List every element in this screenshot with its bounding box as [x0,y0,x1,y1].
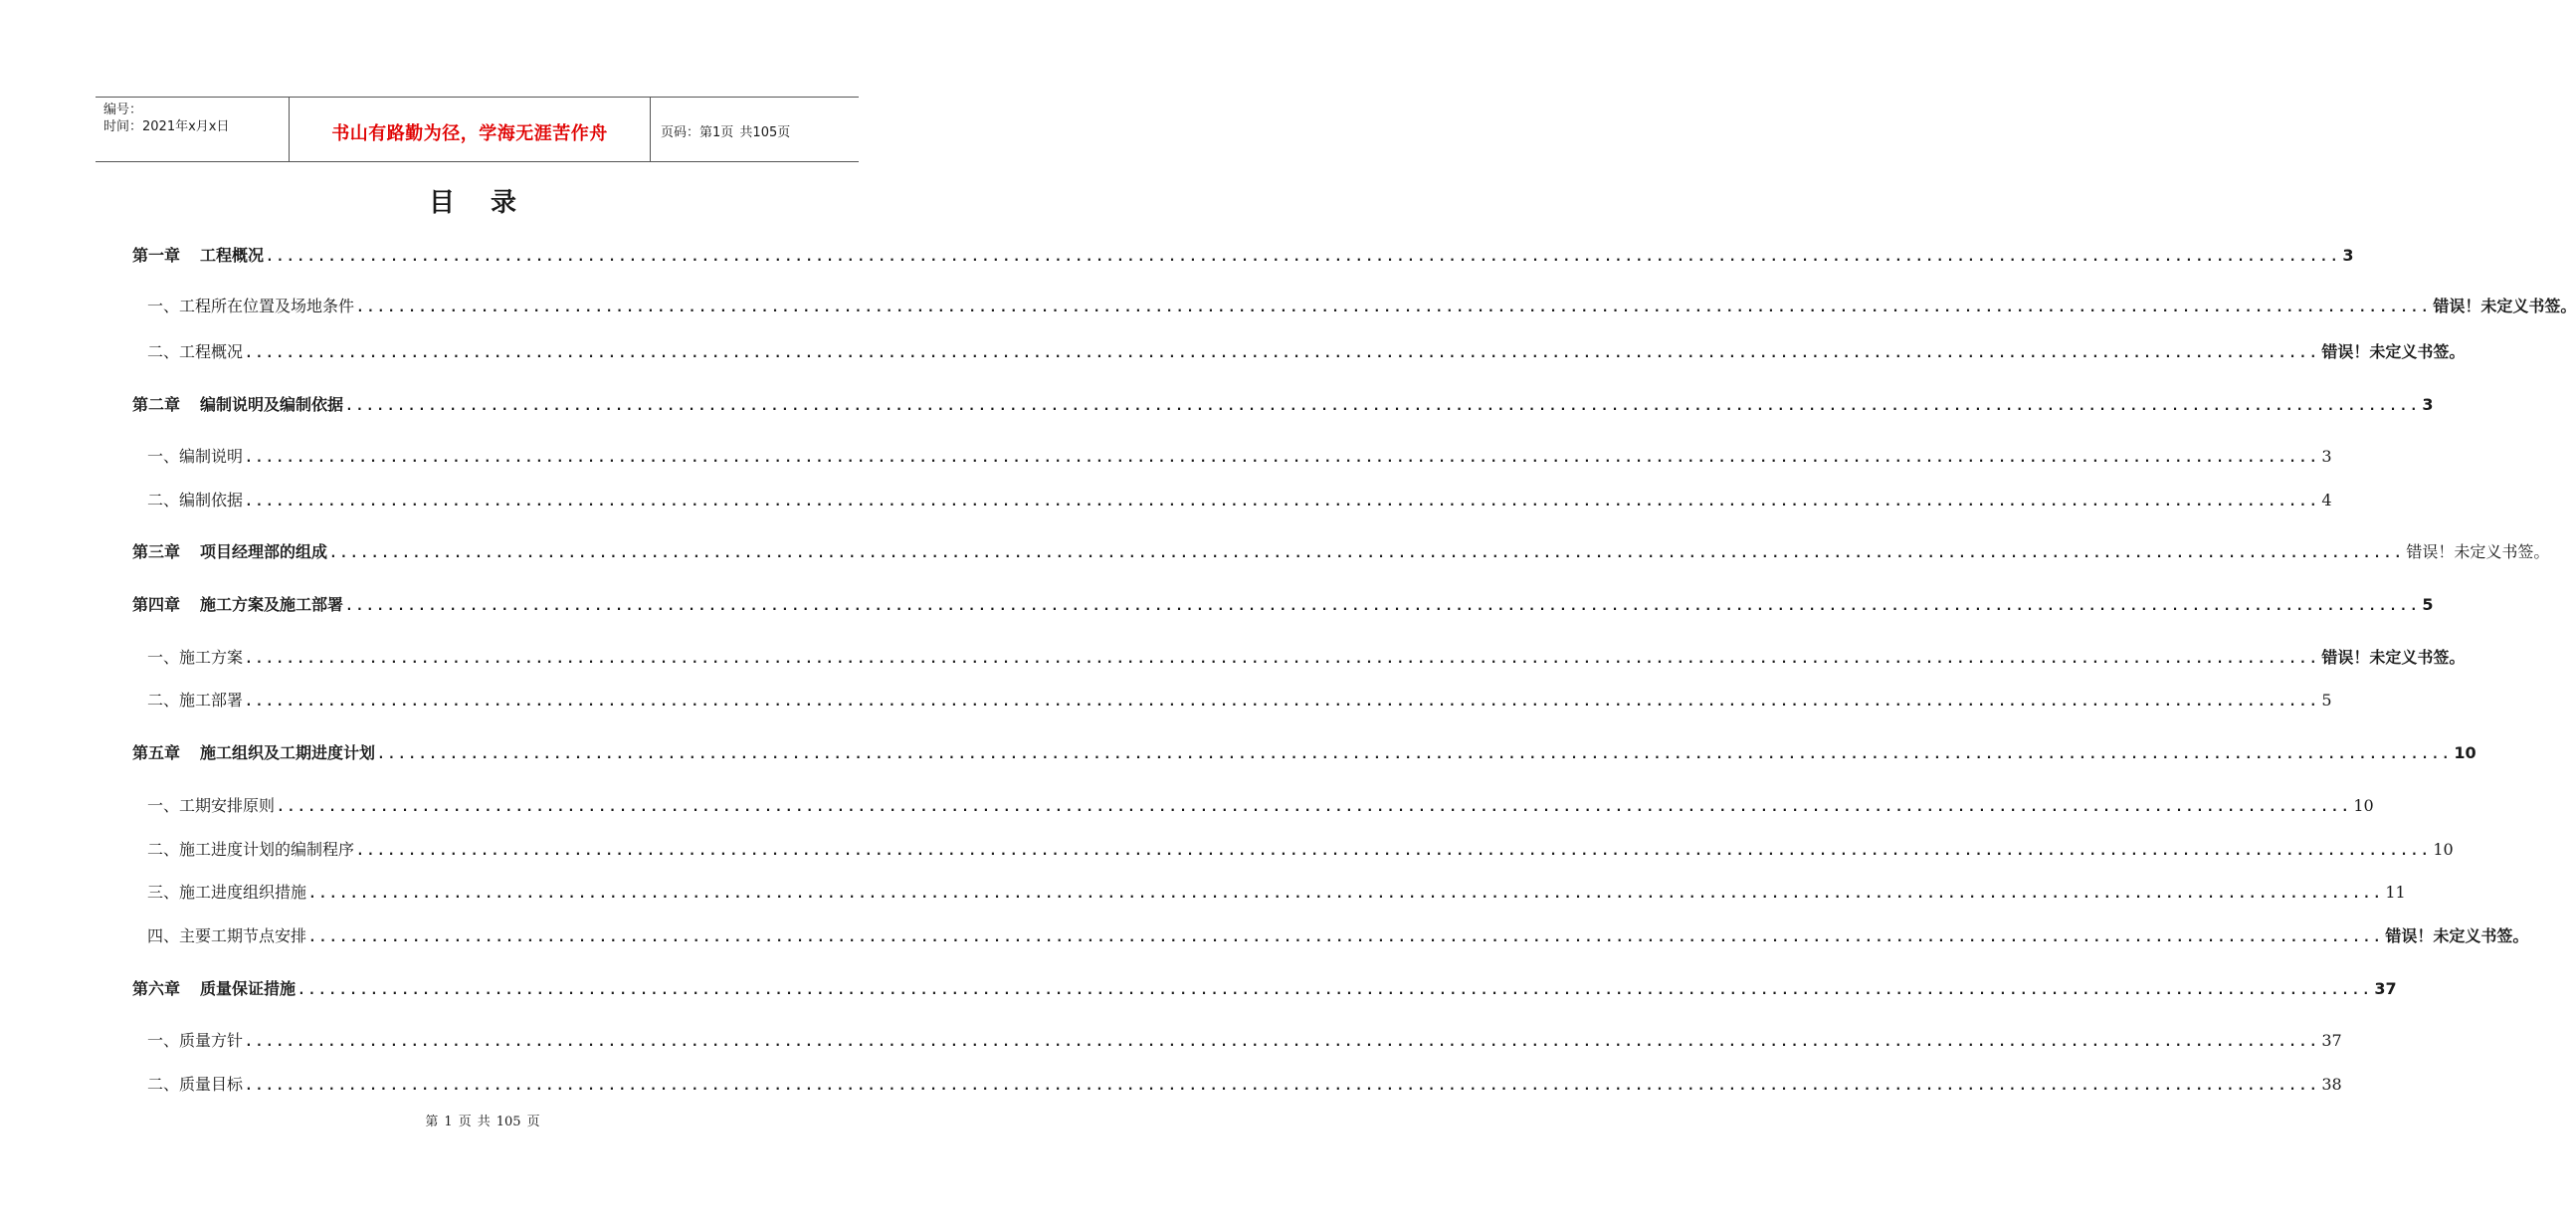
header-total-label: 共105页 [739,125,791,140]
header-divider [289,98,290,161]
toc-leader-dots: ........................................................................................................................................................................................................ [245,1079,2320,1094]
date-line: 时间：2021年x月x日 [103,119,230,134]
toc-entry-text: 施工组织及工期进度计划 [200,743,376,762]
toc-entry-text: 二、质量目标 [147,1075,244,1094]
toc-leader-dots: ........................................................................................................................................................................................................ [345,599,2421,614]
toc-bookmark-error: 错误！未定义书签。 [2433,297,2576,315]
toc-chapter-number: 第三章 [132,542,181,561]
toc-leader-dots: ........................................................................................................................................................................................................ [308,887,2384,902]
toc-page-number: 3 [2342,246,2354,265]
toc-leader-dots: ........................................................................................................................................................................................................ [329,546,2405,561]
header-page-label: 页码：第1页 [661,125,734,140]
toc-chapter-entry[interactable] [132,976,2397,999]
toc-page-number: 10 [2353,796,2374,815]
toc-leader-dots: ........................................................................................................................................................................................................ [297,983,2373,998]
serial-label: 编号： [103,102,143,117]
header-left-cell [103,102,229,135]
toc-chapter-number: 第一章 [132,246,181,265]
toc-leader-dots: ........................................................................................................................................................................................................ [356,844,2432,859]
toc-section-entry[interactable] [147,837,2454,860]
toc-entry-text: 一、质量方针 [147,1031,244,1050]
toc-section-entry[interactable] [147,444,2332,467]
toc-entry-text: 二、施工部署 [147,691,244,710]
toc-leader-dots: ........................................................................................................................................................................................................ [266,250,2341,265]
toc-page-number: 10 [2454,743,2477,762]
footer-page-number: 1 [444,1115,453,1129]
toc-section-entry[interactable] [147,688,2332,711]
footer-total-number: 105 [495,1115,521,1129]
toc-entry-text: 四、主要工期节点安排 [147,926,307,945]
toc-entry-text: 二、工程概况 [147,342,244,361]
toc-chapter-entry[interactable] [132,539,2550,562]
toc-entry-text: 一、工期安排原则 [147,796,276,815]
footer-total-word: 共 [477,1115,491,1129]
footer-page-unit: 页 [458,1115,472,1129]
toc-leader-dots: ........................................................................................................................................................................................................ [245,451,2320,466]
toc-bookmark-error: 错误！未定义书签。 [2385,926,2529,945]
toc-entry-text: 质量保证措施 [200,979,297,998]
toc-title: 目录 [428,188,552,218]
toc-entry-text: 施工方案及施工部署 [200,595,344,614]
toc-leader-dots: ........................................................................................................................................................................................................ [245,652,2320,667]
toc-chapter-number: 第六章 [132,979,181,998]
toc-chapter-entry[interactable] [132,243,2354,266]
footer-total-unit: 页 [526,1115,540,1129]
toc-entry-text: 编制说明及编制依据 [200,395,344,414]
toc-chapter-entry[interactable] [132,740,2477,763]
toc-entry-text: 项目经理部的组成 [200,542,328,561]
toc-leader-dots: ........................................................................................................................................................................................................ [356,301,2432,315]
toc-section-entry[interactable] [147,645,2466,668]
toc-leader-dots: ........................................................................................................................................................................................................ [245,695,2320,710]
toc-section-entry[interactable] [147,488,2332,510]
toc-chapter-number: 第五章 [132,743,181,762]
toc-entry-text: 工程概况 [200,246,265,265]
toc-page-number: 37 [2321,1031,2342,1050]
toc-chapter-number: 第二章 [132,395,181,414]
toc-entry-text: 二、施工进度计划的编制程序 [147,840,355,859]
toc-entry-text: 一、编制说明 [147,447,244,466]
toc-leader-dots: ........................................................................................................................................................................................................ [245,495,2320,510]
toc-entry-text: 二、编制依据 [147,491,244,510]
header-page-cell [661,121,792,140]
header-motto: 书山有路勤为径，学海无涯苦作舟 [331,123,608,144]
toc-section-entry[interactable] [147,793,2374,816]
toc-page-number: 5 [2422,595,2434,614]
toc-page-number: 4 [2321,491,2332,510]
toc-chapter-number: 第四章 [132,595,181,614]
toc-section-entry[interactable] [147,880,2406,903]
toc-page-number: 38 [2321,1075,2342,1094]
page-header-table [96,97,859,162]
toc-page-number: 10 [2433,840,2454,859]
toc-section-entry[interactable] [147,294,2576,316]
toc-leader-dots: ........................................................................................................................................................................................................ [308,930,2384,945]
toc-leader-dots: ........................................................................................................................................................................................................ [245,1035,2320,1050]
toc-entry-text: 一、施工方案 [147,648,244,667]
header-divider [650,98,651,161]
toc-section-entry[interactable] [147,923,2529,946]
toc-page-number: 5 [2321,691,2332,710]
footer-page-word: 第 [425,1115,439,1129]
toc-page-number: 11 [2385,883,2406,902]
toc-bookmark-error: 错误！未定义书签。 [2406,542,2550,561]
toc-chapter-entry[interactable] [132,392,2434,415]
toc-leader-dots: ........................................................................................................................................................................................................ [277,800,2352,815]
toc-section-entry[interactable] [147,1028,2342,1051]
toc-page-number: 3 [2422,395,2434,414]
toc-chapter-entry[interactable] [132,592,2434,615]
toc-entry-text: 一、工程所在位置及场地条件 [147,297,355,315]
toc-page-number: 37 [2374,979,2397,998]
toc-entry-text: 三、施工进度组织措施 [147,883,307,902]
toc-leader-dots: ........................................................................................................................................................................................................ [245,346,2320,361]
page-footer [0,1111,945,1129]
toc-bookmark-error: 错误！未定义书签。 [2321,342,2466,361]
toc-leader-dots: ........................................................................................................................................................................................................ [345,399,2421,414]
toc-page-number: 3 [2321,447,2332,466]
toc-section-entry[interactable] [147,339,2466,362]
toc-bookmark-error: 错误！未定义书签。 [2321,648,2466,667]
toc-leader-dots: ........................................................................................................................................................................................................ [377,747,2453,762]
toc-section-entry[interactable] [147,1072,2342,1095]
